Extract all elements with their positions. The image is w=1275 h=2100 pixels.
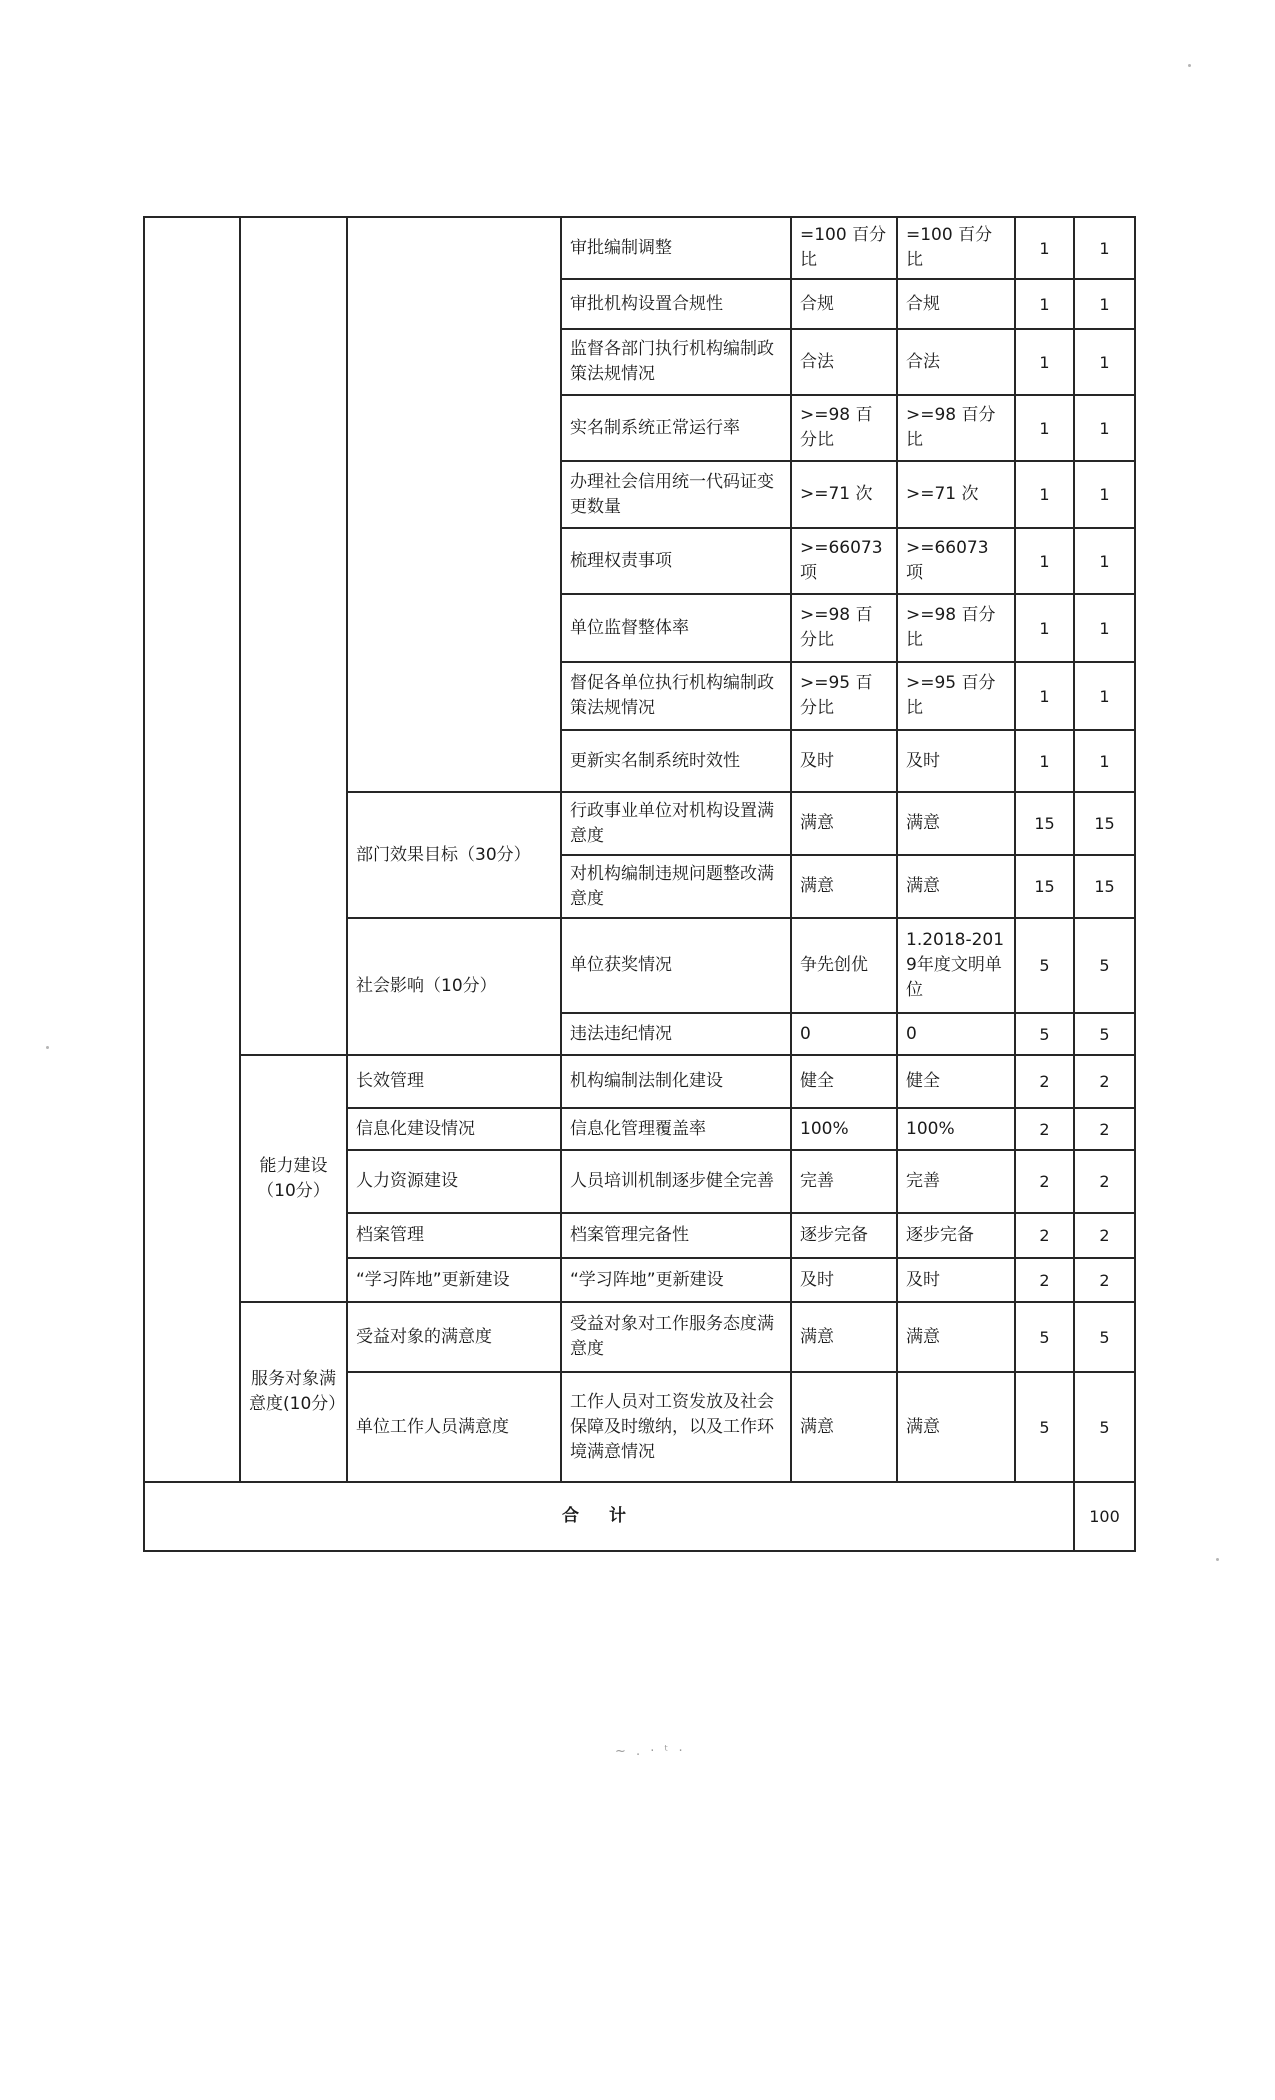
target-cell: 0 <box>791 1013 897 1055</box>
target-cell: >=98 百分比 <box>791 395 897 461</box>
weight-cell: 1 <box>1015 730 1074 792</box>
indicator-cell: 单位监督整体率 <box>561 594 791 662</box>
score-cell: 15 <box>1074 792 1135 855</box>
level2-service-label: 服务对象满意度(10分） <box>240 1302 347 1482</box>
score-cell: 2 <box>1074 1258 1135 1302</box>
score-cell: 2 <box>1074 1055 1135 1108</box>
target-cell: >=95 百分比 <box>791 662 897 730</box>
actual-cell: >=98 百分比 <box>897 395 1015 461</box>
indicator-cell: 对机构编制违规问题整改满意度 <box>561 855 791 918</box>
target-cell: 满意 <box>791 855 897 918</box>
actual-cell: 1.2018-2019年度文明单位 <box>897 918 1015 1013</box>
score-cell: 1 <box>1074 279 1135 329</box>
actual-cell: 满意 <box>897 855 1015 918</box>
actual-cell: 满意 <box>897 792 1015 855</box>
actual-cell: >=71 次 <box>897 461 1015 528</box>
scan-speck <box>1188 64 1191 67</box>
sub-indicator-cell: 长效管理 <box>347 1055 561 1108</box>
sub-indicator-cell: 信息化建设情况 <box>347 1108 561 1150</box>
indicator-cell: 人员培训机制逐步健全完善 <box>561 1150 791 1213</box>
target-cell: 满意 <box>791 1302 897 1372</box>
indicator-cell: 档案管理完备性 <box>561 1213 791 1258</box>
weight-cell: 2 <box>1015 1055 1074 1108</box>
target-cell: 100% <box>791 1108 897 1150</box>
indicator-cell: 受益对象对工作服务态度满意度 <box>561 1302 791 1372</box>
actual-cell: 及时 <box>897 730 1015 792</box>
weight-cell: 15 <box>1015 792 1074 855</box>
target-cell: 及时 <box>791 1258 897 1302</box>
score-cell: 2 <box>1074 1108 1135 1150</box>
total-value: 100 <box>1074 1482 1135 1551</box>
indicator-cell: 实名制系统正常运行率 <box>561 395 791 461</box>
actual-cell: 健全 <box>897 1055 1015 1108</box>
indicator-cell: 单位获奖情况 <box>561 918 791 1013</box>
table-body <box>144 217 1135 1551</box>
score-cell: 1 <box>1074 730 1135 792</box>
score-cell: 1 <box>1074 594 1135 662</box>
weight-cell: 1 <box>1015 461 1074 528</box>
scan-smudge: ~ . · ᵗ · <box>615 1744 686 1759</box>
actual-cell: 合法 <box>897 329 1015 395</box>
actual-cell: 满意 <box>897 1302 1015 1372</box>
weight-cell: 1 <box>1015 279 1074 329</box>
weight-cell: 1 <box>1015 594 1074 662</box>
target-cell: =100 百分比 <box>791 217 897 279</box>
target-cell: 逐步完备 <box>791 1213 897 1258</box>
score-cell: 1 <box>1074 395 1135 461</box>
actual-cell: >=95 百分比 <box>897 662 1015 730</box>
indicator-cell: 梳理权责事项 <box>561 528 791 594</box>
weight-cell: 5 <box>1015 918 1074 1013</box>
target-cell: 健全 <box>791 1055 897 1108</box>
weight-cell: 2 <box>1015 1108 1074 1150</box>
score-cell: 5 <box>1074 1013 1135 1055</box>
indicator-cell: 工作人员对工资发放及社会保障及时缴纳，以及工作环境满意情况 <box>561 1372 791 1482</box>
target-cell: 及时 <box>791 730 897 792</box>
indicator-cell: 办理社会信用统一代码证变更数量 <box>561 461 791 528</box>
level2-output-cell <box>240 217 347 1055</box>
level1-cell <box>144 217 240 1482</box>
weight-cell: 5 <box>1015 1302 1074 1372</box>
indicator-cell: “学习阵地”更新建设 <box>561 1258 791 1302</box>
score-cell: 15 <box>1074 855 1135 918</box>
indicator-cell: 审批机构设置合规性 <box>561 279 791 329</box>
weight-cell: 5 <box>1015 1372 1074 1482</box>
indicator-cell: 审批编制调整 <box>561 217 791 279</box>
table-row <box>144 1055 1135 1108</box>
target-cell: >=98 百分比 <box>791 594 897 662</box>
table-row <box>144 217 1135 279</box>
sub-indicator-cell: 受益对象的满意度 <box>347 1302 561 1372</box>
weight-cell: 1 <box>1015 528 1074 594</box>
sub-indicator-cell: 档案管理 <box>347 1213 561 1258</box>
actual-cell: >=98 百分比 <box>897 594 1015 662</box>
weight-cell: 2 <box>1015 1258 1074 1302</box>
weight-cell: 15 <box>1015 855 1074 918</box>
sub-indicator-cell: “学习阵地”更新建设 <box>347 1258 561 1302</box>
target-cell: >=71 次 <box>791 461 897 528</box>
score-cell: 1 <box>1074 217 1135 279</box>
level3-social-label: 社会影响（10分） <box>347 918 561 1055</box>
weight-cell: 2 <box>1015 1150 1074 1213</box>
table-row <box>144 1482 1135 1551</box>
indicator-cell: 行政事业单位对机构设置满意度 <box>561 792 791 855</box>
target-cell: >=66073 项 <box>791 528 897 594</box>
score-cell: 5 <box>1074 1372 1135 1482</box>
score-cell: 1 <box>1074 662 1135 730</box>
scan-speck <box>46 1046 49 1049</box>
score-cell: 1 <box>1074 528 1135 594</box>
indicator-cell: 更新实名制系统时效性 <box>561 730 791 792</box>
level2-capacity-label: 能力建设（10分） <box>240 1055 347 1302</box>
performance-evaluation-table <box>143 216 1136 1552</box>
weight-cell: 1 <box>1015 662 1074 730</box>
actual-cell: 完善 <box>897 1150 1015 1213</box>
table-row <box>144 1302 1135 1372</box>
level3-output-cell <box>347 217 561 792</box>
weight-cell: 2 <box>1015 1213 1074 1258</box>
indicator-cell: 督促各单位执行机构编制政策法规情况 <box>561 662 791 730</box>
actual-cell: 逐步完备 <box>897 1213 1015 1258</box>
target-cell: 满意 <box>791 792 897 855</box>
sub-indicator-cell: 人力资源建设 <box>347 1150 561 1213</box>
weight-cell: 1 <box>1015 329 1074 395</box>
weight-cell: 1 <box>1015 217 1074 279</box>
target-cell: 完善 <box>791 1150 897 1213</box>
target-cell: 争先创优 <box>791 918 897 1013</box>
indicator-cell: 违法违纪情况 <box>561 1013 791 1055</box>
score-cell: 1 <box>1074 329 1135 395</box>
actual-cell: 满意 <box>897 1372 1015 1482</box>
actual-cell: 100% <box>897 1108 1015 1150</box>
scan-speck <box>1216 1558 1219 1561</box>
level3-effect-label: 部门效果目标（30分） <box>347 792 561 918</box>
score-cell: 1 <box>1074 461 1135 528</box>
score-cell: 2 <box>1074 1150 1135 1213</box>
target-cell: 满意 <box>791 1372 897 1482</box>
actual-cell: >=66073 项 <box>897 528 1015 594</box>
target-cell: 合法 <box>791 329 897 395</box>
score-cell: 2 <box>1074 1213 1135 1258</box>
actual-cell: 及时 <box>897 1258 1015 1302</box>
indicator-cell: 机构编制法制化建设 <box>561 1055 791 1108</box>
total-label: 合计 <box>144 1482 1074 1551</box>
indicator-cell: 监督各部门执行机构编制政策法规情况 <box>561 329 791 395</box>
actual-cell: =100 百分比 <box>897 217 1015 279</box>
target-cell: 合规 <box>791 279 897 329</box>
weight-cell: 5 <box>1015 1013 1074 1055</box>
score-cell: 5 <box>1074 918 1135 1013</box>
indicator-cell: 信息化管理覆盖率 <box>561 1108 791 1150</box>
weight-cell: 1 <box>1015 395 1074 461</box>
actual-cell: 0 <box>897 1013 1015 1055</box>
actual-cell: 合规 <box>897 279 1015 329</box>
score-cell: 5 <box>1074 1302 1135 1372</box>
sub-indicator-cell: 单位工作人员满意度 <box>347 1372 561 1482</box>
